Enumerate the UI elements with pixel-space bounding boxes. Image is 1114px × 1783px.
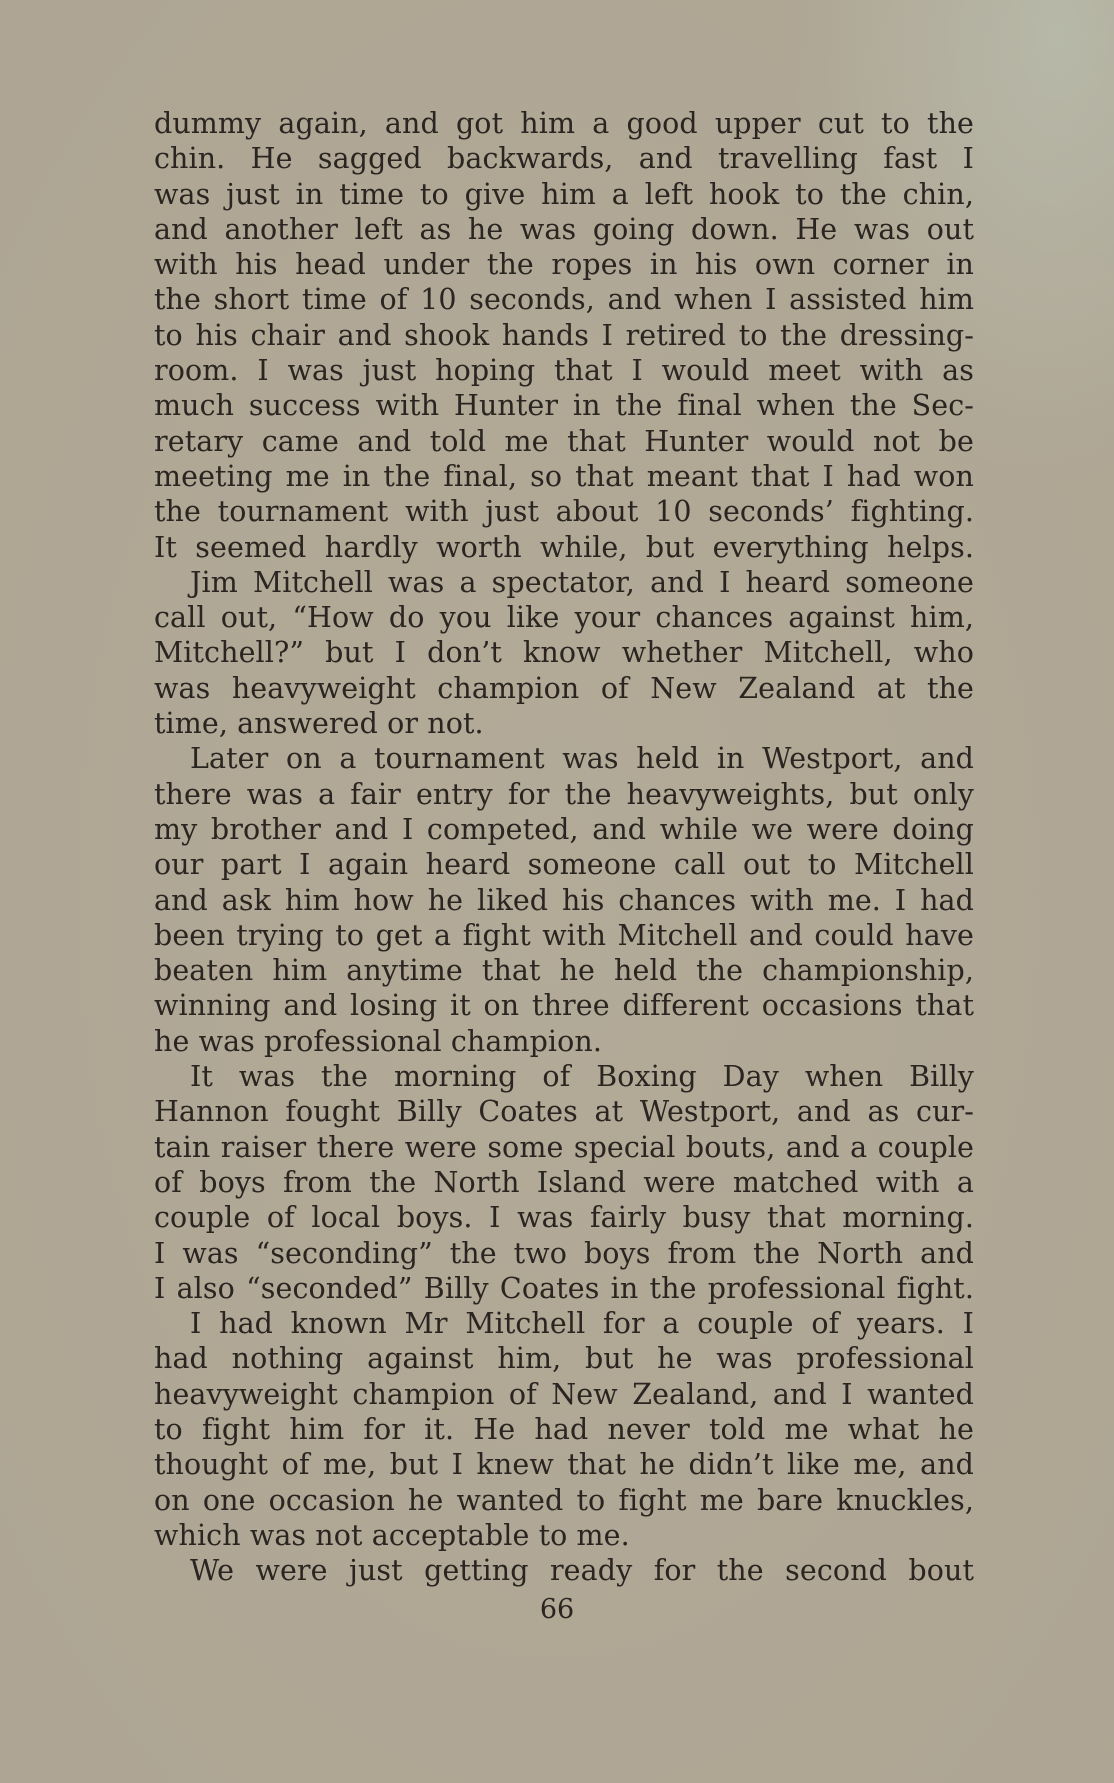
- text-line: meeting me in the final, so that meant that I had won: [154, 459, 974, 493]
- text-line: to fight him for it. He had never told me what he: [154, 1412, 974, 1446]
- text-line: there was a fair entry for the heavyweights, but only: [154, 777, 974, 811]
- text-line: call out, “How do you like your chances against him,: [154, 601, 974, 635]
- text-line: retary came and told me that Hunter would not be: [154, 424, 974, 458]
- text-line: tain raiser there were some special bouts, and a couple: [154, 1130, 974, 1164]
- text-line: Mitchell?” but I don’t know whether Mitchell, who: [154, 636, 974, 670]
- text-line: he was professional champion.: [154, 1024, 603, 1058]
- text-line: to his chair and shook hands I retired to the dressing-: [154, 318, 974, 352]
- text-line: Jim Mitchell was a spectator, and I heard someone: [190, 565, 974, 599]
- text-line: and ask him how he liked his chances with me. I had: [154, 883, 974, 917]
- text-line: It seemed hardly worth while, but everything helps.: [154, 530, 974, 564]
- page-number: 66: [539, 1594, 575, 1625]
- text-line: had nothing against him, but he was professional: [154, 1342, 974, 1376]
- text-line: Hannon fought Billy Coates at Westport, and as cur-: [154, 1095, 974, 1129]
- text-line: which was not acceptable to me.: [154, 1518, 630, 1552]
- text-line: winning and losing it on three different occasions that: [154, 989, 974, 1023]
- text-line: couple of local boys. I was fairly busy that morning.: [154, 1201, 974, 1235]
- text-line: I had known Mr Mitchell for a couple of years. I: [190, 1307, 974, 1341]
- text-line: the tournament with just about 10 seconds’ fighting.: [154, 495, 974, 529]
- text-line: chin. He sagged backwards, and travelling fast I: [154, 142, 974, 176]
- text-line: was just in time to give him a left hook to the chin,: [154, 177, 974, 211]
- text-line: heavyweight champion of New Zealand, and I wanted: [154, 1377, 974, 1411]
- text-line: our part I again heard someone call out to Mitchell: [154, 848, 974, 882]
- text-line: room. I was just hoping that I would meet with as: [154, 354, 974, 388]
- text-line: of boys from the North Island were matched with a: [154, 1165, 974, 1199]
- text-line: much success with Hunter in the final when the Sec-: [154, 389, 974, 423]
- text-line: dummy again, and got him a good upper cut to the: [154, 107, 974, 140]
- text-line: Later on a tournament was held in Westport, and: [190, 742, 974, 776]
- text-line: and another left as he was going down. He was out: [154, 212, 974, 246]
- text-line: It was the morning of Boxing Day when Billy: [190, 1060, 974, 1094]
- text-line: my brother and I competed, and while we were doing: [154, 812, 974, 846]
- text-line: I was “seconding” the two boys from the North and: [154, 1236, 974, 1270]
- text-line: on one occasion he wanted to fight me bare knuckles,: [154, 1483, 974, 1517]
- text-line: thought of me, but I knew that he didn’t like me, and: [154, 1448, 974, 1482]
- text-line: time, answered or not.: [154, 707, 484, 741]
- text-line: the short time of 10 seconds, and when I assisted him: [154, 283, 974, 317]
- text-line: beaten him anytime that he held the championship,: [154, 954, 974, 988]
- text-line: was heavyweight champion of New Zealand at the: [154, 671, 974, 705]
- text-line: with his head under the ropes in his own corner in: [154, 248, 974, 282]
- text-line: been trying to get a fight with Mitchell and could have: [154, 918, 974, 952]
- body-text: [154, 106, 974, 1588]
- text-line: We were just getting ready for the second bout: [190, 1554, 974, 1588]
- text-line: I also “seconded” Billy Coates in the professional fight.: [154, 1271, 974, 1305]
